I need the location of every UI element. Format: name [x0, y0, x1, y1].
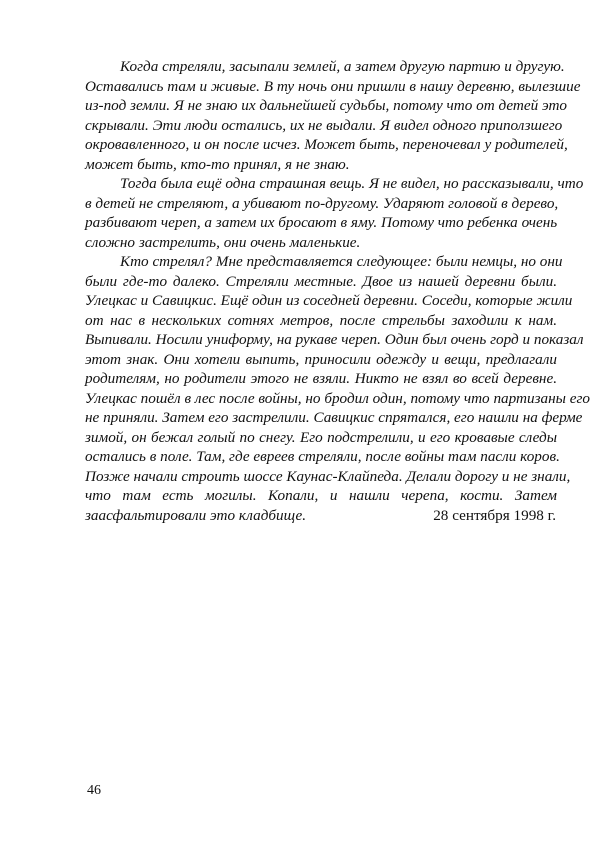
paragraph: [85, 252, 590, 525]
text-line: зимой, он бежал голый по снегу. Его подстрелили, и его кровавые следы: [85, 428, 557, 446]
text-line: из-под земли. Я не знаю их дальнейшей судьбы, потому что от детей это: [85, 97, 568, 114]
text-line: Оставались там и живые. В ту ночь они пришли в нашу деревню, вылезшие: [85, 77, 581, 95]
text-line: что там есть могилы. Копали, и нашли черепа, кости. Затем: [85, 487, 557, 504]
body-text: [85, 57, 590, 525]
text-line: были где-то далеко. Стреляли местные. Двое из нашей деревни были.: [85, 272, 557, 290]
text-line: от нас в нескольких сотнях метров, после стрельбы заходили к нам.: [85, 311, 557, 329]
text-line: заасфальтировали это кладбище.: [85, 506, 306, 524]
text-line: Позже начали строить шоссе Каунас-Клайпеда. Делали дорогу и не знали,: [85, 467, 571, 485]
text-line: Тогда была ещё одна страшная вещь. Я не видел, но рассказывали, что: [120, 175, 584, 192]
text-line: не приняли. Затем его застрелили. Савицкис спрятался, его нашли на ферме: [85, 409, 583, 426]
text-line: Выпивали. Носили униформу, на рукаве череп. Один был очень горд и показал: [85, 331, 584, 348]
text-line: Улецкас и Савицкис. Ещё один из соседней деревни. Соседи, которые жили: [85, 292, 573, 309]
paragraph: [85, 57, 581, 174]
text-line: Улецкас пошёл в лес после войны, но бродил один, потому что партизаны его: [85, 389, 590, 407]
text-line: Когда стреляли, засыпали землей, а затем другую партию и другую.: [120, 58, 565, 75]
text-line: этот знак. Они хотели выпить, приносили одежду и вещи, предлагали: [85, 350, 557, 368]
text-line: в детей не стреляют, а убивают по-другому. Ударяют головой в дерево,: [85, 194, 559, 212]
text-line: родителям, но родители этого не взяли. Никто не взял во всей деревне.: [85, 370, 557, 387]
text-line: остались в поле. Там, где евреев стреляли, после войны там пасли коров.: [85, 448, 560, 465]
date-signature: 28 сентября 1998 г.: [433, 507, 556, 524]
text-line: сложно застрелить, они очень маленькие.: [85, 233, 361, 251]
text-line: Кто стрелял? Мне представляется следующее: были немцы, но они: [120, 253, 563, 270]
text-line: может быть, кто-то принял, я не знаю.: [85, 155, 350, 173]
text-line: окровавленного, и он после исчез. Может быть, переночевал у родителей,: [85, 136, 568, 153]
page-number: 46: [87, 783, 101, 798]
paragraph: [85, 174, 584, 252]
text-line: скрывали. Эти люди остались, их не выдали. Я видел одного приползшего: [85, 116, 563, 134]
text-line: разбивают череп, а затем их бросают в яму. Потому что ребенка очень: [85, 214, 558, 231]
